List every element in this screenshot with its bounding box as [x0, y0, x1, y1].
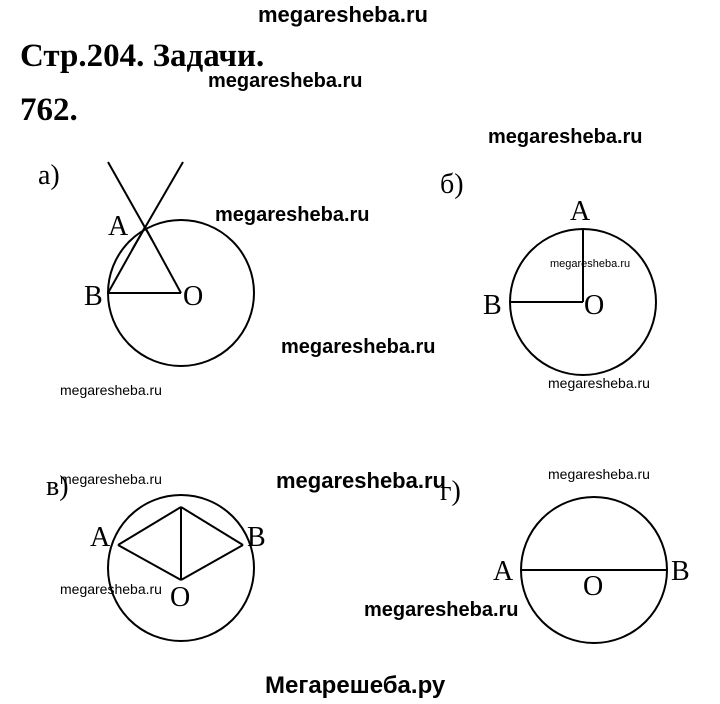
watermark-inside-b: megaresheba.ru [550, 258, 631, 270]
watermark-center-v: megaresheba.ru [276, 468, 446, 493]
figure-a [108, 162, 254, 366]
watermark-right-g: megaresheba.ru [548, 466, 650, 482]
figure-b [510, 229, 656, 375]
watermark-top: megaresheba.ru [258, 2, 428, 27]
figure-v-point-A: A [90, 522, 111, 553]
figure-g-point-B: B [671, 556, 690, 587]
figure-v-segment-top-B [181, 507, 243, 545]
watermark-right-top: megaresheba.ru [488, 126, 643, 148]
figure-g [521, 497, 667, 643]
figure-v-label: в) [46, 471, 69, 502]
watermark-under-b: megaresheba.ru [548, 375, 650, 391]
figure-g-point-O: O [583, 571, 604, 602]
problem-number: 762. [20, 92, 78, 128]
figure-g-point-A: A [493, 556, 514, 587]
footer-brand: Мегарешеба.ру [265, 672, 446, 699]
figure-v-segment-A-top [118, 507, 181, 545]
figure-a-point-B: B [84, 281, 103, 312]
watermark-under-title: megaresheba.ru [208, 70, 363, 92]
figure-b-point-B: B [483, 290, 502, 321]
watermark-left-v: megaresheba.ru [60, 471, 162, 487]
figure-v-segment-AO [118, 545, 181, 580]
figure-a-segment-AO [145, 227, 181, 293]
figure-v-point-B: B [247, 522, 266, 553]
figure-b-point-A: A [570, 196, 591, 227]
watermark-left-bottom: megaresheba.ru [60, 581, 162, 597]
figure-b-label: б) [440, 169, 464, 200]
figure-v [108, 495, 254, 641]
watermark-bottom-center: megaresheba.ru [364, 599, 519, 621]
watermark-middle: megaresheba.ru [281, 336, 436, 358]
page-title: Стр.204. Задачи. [20, 38, 265, 74]
figure-v-point-O: O [170, 582, 191, 613]
figure-a-label: а) [38, 160, 60, 191]
figure-a-point-A: A [108, 211, 129, 242]
watermark-fig-a-right: megaresheba.ru [215, 204, 370, 226]
figure-g-label: г) [440, 476, 461, 507]
figure-a-point-O: O [183, 281, 204, 312]
figure-v-segment-OB [181, 545, 243, 580]
figure-b-point-O: O [584, 290, 605, 321]
watermark-left-a: megaresheba.ru [60, 382, 162, 398]
